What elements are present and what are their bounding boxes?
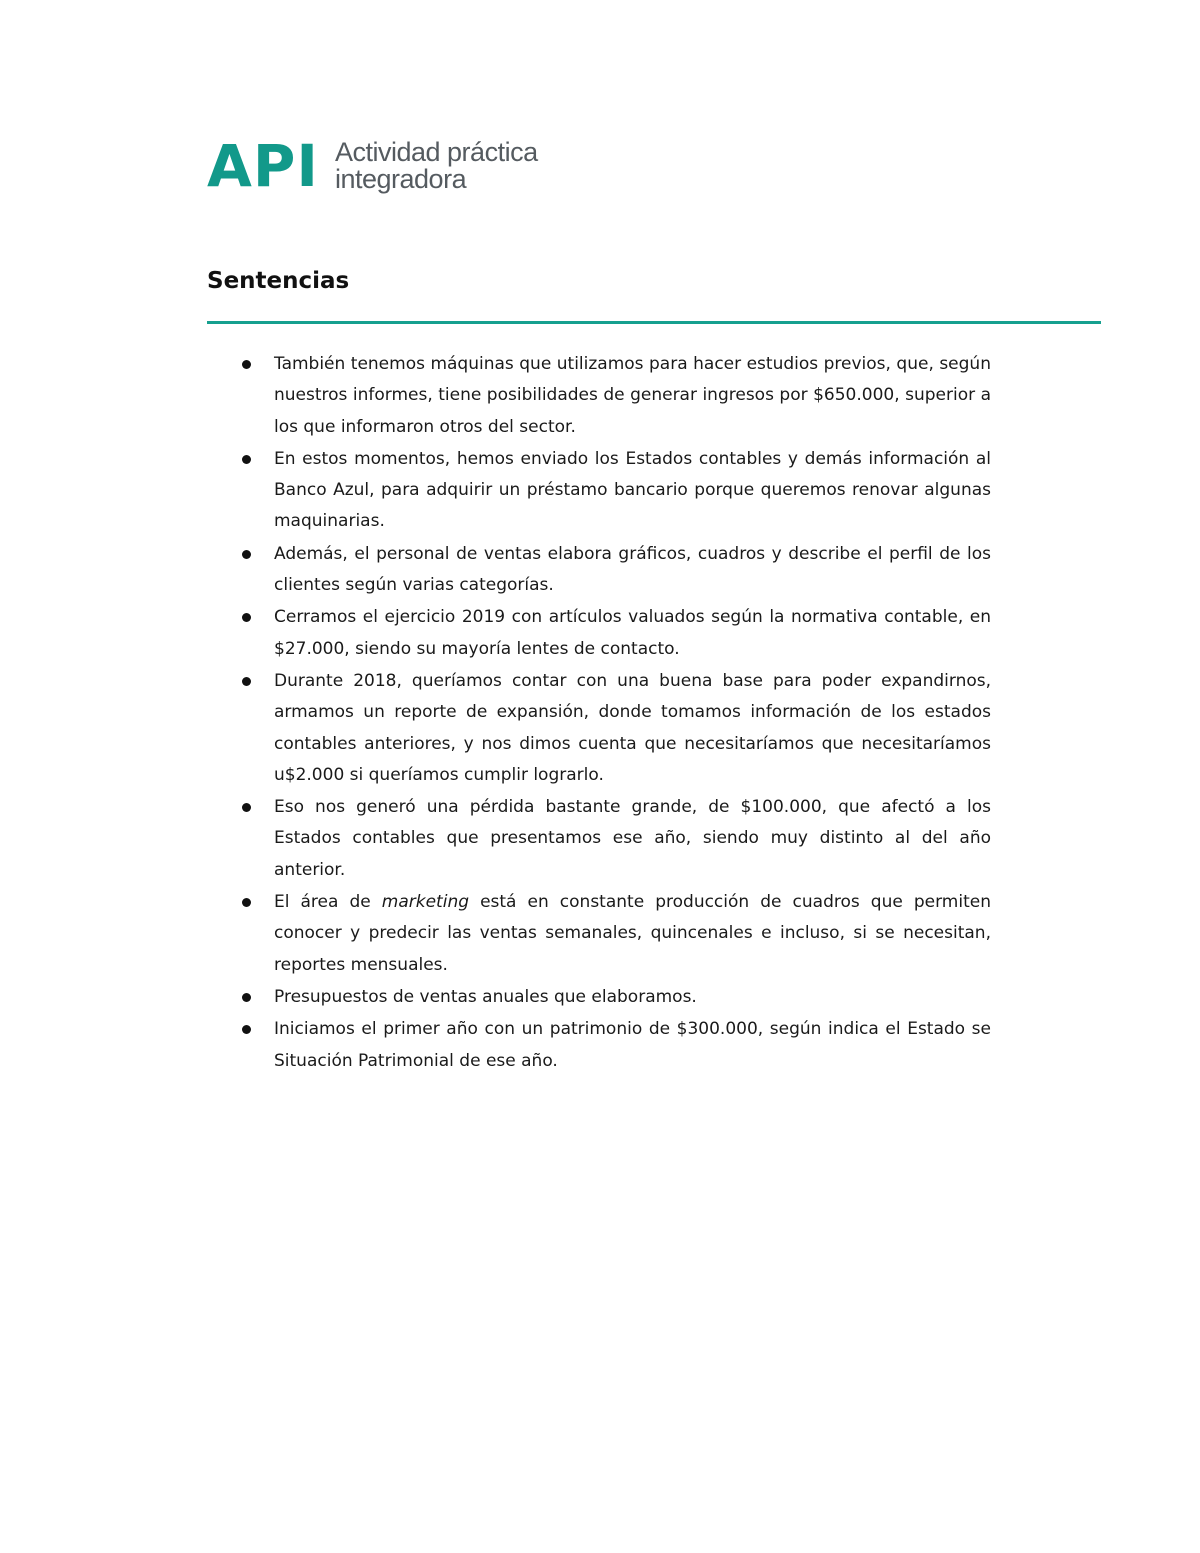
list-item xyxy=(207,539,991,602)
bullet-icon xyxy=(242,803,251,812)
bullet-icon xyxy=(242,898,251,907)
list-item-text: Presupuestos de ventas anuales que elaboramos. xyxy=(274,986,697,1007)
bullet-icon xyxy=(242,677,251,686)
bullet-icon xyxy=(242,455,251,464)
list-item-text-italic: marketing xyxy=(381,892,470,913)
list-item-text-start: El área de xyxy=(274,892,382,913)
list-item-text: En estos momentos, hemos enviado los Estados contables y demás información al Banco Azul, para adquirir un préstamo bancario porque queremos renovar algunas maquinarias. xyxy=(274,448,991,532)
list-item xyxy=(207,1014,991,1077)
bullet-icon xyxy=(242,550,251,559)
list-item xyxy=(207,792,991,886)
list-item-text: Iniciamos el primer año con un patrimonio de $300.000, según indica el Estado se Situación Patrimonial de ese año. xyxy=(274,1019,991,1071)
bullet-icon xyxy=(242,613,251,622)
list-item xyxy=(207,666,991,791)
logo-mark: API xyxy=(207,132,319,200)
list-item-text: Además, el personal de ventas elabora gráficos, cuadros y describe el perfil de los clientes según varias categorías. xyxy=(274,543,991,596)
sentences-list xyxy=(207,349,991,1078)
section-title: Sentencias xyxy=(207,268,350,294)
logo-line-2: integradora xyxy=(334,164,467,194)
logo xyxy=(207,132,538,200)
list-item xyxy=(207,887,991,981)
list-item xyxy=(207,349,991,443)
list-item-text: Cerramos el ejercicio 2019 con artículos valuados según la normativa contable, en $27.000, siendo su mayoría lentes de contacto. xyxy=(274,607,991,659)
bullet-icon xyxy=(242,360,251,369)
list-item-text: Eso nos generó una pérdida bastante grande, de $100.000, que afectó a los Estados contables que presentamos ese año, siendo muy distinto al del año anterior. xyxy=(274,797,991,880)
list-item-text: También tenemos máquinas que utilizamos para hacer estudios previos, que, según nuestros informes, tiene posibilidades de generar ingresos por $650.000, superior a los que informaron otros del sector. xyxy=(274,354,991,437)
list-item-text-end: está en constante producción de cuadros que permiten conocer y predecir las ventas semanales, quincenales e incluso, si se necesitan, reportes mensuales. xyxy=(274,892,991,975)
list-item-text: Durante 2018, queríamos contar con una buena base para poder expandirnos, armamos un reporte de expansión, donde tomamos información de los estados contables anteriores, y nos dimos cuenta que necesitaríamos que necesitaríamos u$2.000 si queríamos cumplir lograrlo. xyxy=(274,670,991,785)
logo-text xyxy=(335,139,538,193)
logo-line-1: Actividad práctica xyxy=(334,137,538,167)
bullet-icon xyxy=(242,993,251,1002)
list-item xyxy=(207,982,991,1013)
title-divider xyxy=(207,321,1101,324)
bullet-icon xyxy=(242,1025,251,1034)
list-item xyxy=(207,602,991,665)
list-item xyxy=(207,444,991,538)
